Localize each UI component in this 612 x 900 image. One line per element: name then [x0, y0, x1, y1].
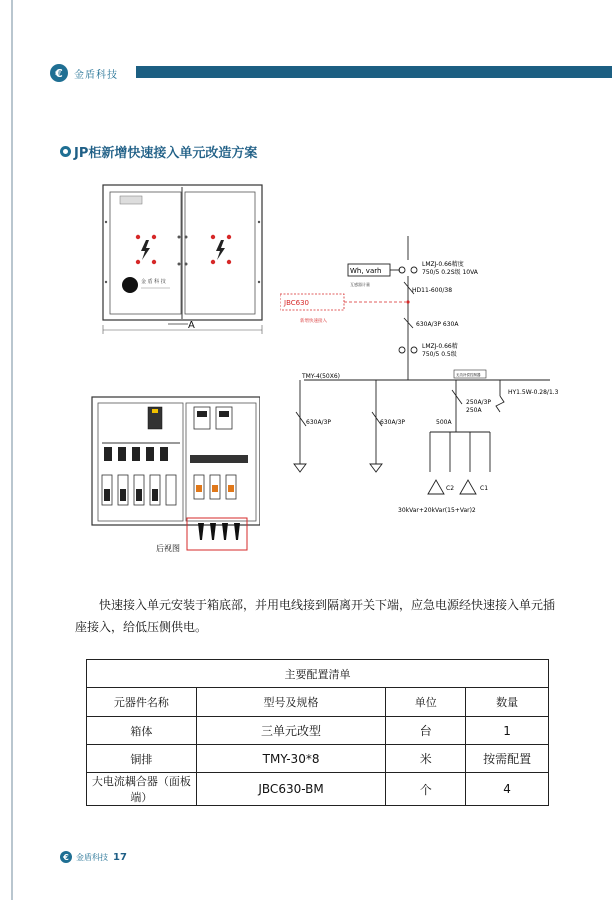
capacitor-c1-label: C1	[480, 485, 489, 492]
switch-label: HD11-600/38	[412, 287, 453, 294]
main-breaker-label: 630A/3P 630A	[416, 321, 459, 328]
connector-note: 新增快速接入	[300, 319, 327, 324]
cabinet-front-view	[100, 182, 265, 337]
ct1-ratio: 750/5 0.2S级 10VA	[422, 269, 478, 276]
brand-logo-icon: €	[50, 64, 68, 82]
left-margin-rule	[11, 0, 13, 900]
cabinet-nameplate: 金 盾 科 技	[141, 279, 166, 285]
col-header-name: 元器件名称	[87, 688, 197, 717]
cell-unit: 米	[386, 745, 466, 773]
feeder2-label: 630A/3P	[380, 419, 406, 426]
cell-name: 大电流耦合器（面板端）	[87, 773, 197, 806]
table-row	[87, 745, 549, 773]
col-header-unit: 单位	[386, 688, 466, 717]
body-paragraph: 快速接入单元安装于箱底部，并用电线接到隔离开关下端，应急电源经快速接入单元插座接入，给低压侧供电。	[75, 598, 556, 634]
ct2-ratio: 750/5 0.5级	[422, 351, 457, 358]
section-marker-label: A	[188, 320, 195, 331]
table-row	[87, 773, 549, 806]
cabinet-logo-icon	[122, 277, 138, 293]
connector-label: JBC630	[284, 299, 309, 307]
page-number: 17	[113, 851, 127, 863]
feeder3-top: 250A/3P	[466, 399, 492, 406]
feeder2-rating: 500A	[436, 419, 452, 426]
footer-label: 金盾科技	[76, 852, 108, 862]
feeder1-label: 630A/3P	[306, 419, 332, 426]
ct1-label: LMZJ-0.66精度	[422, 261, 464, 268]
cell-name: 铜排	[87, 745, 197, 773]
table-title: 主要配置清单	[87, 660, 549, 688]
ct2-label: LMZJ-0.66精	[422, 343, 458, 350]
section-bullet-icon	[60, 146, 71, 157]
cabinet-rear-view	[90, 395, 260, 555]
section-title	[60, 142, 257, 161]
cell-unit: 个	[386, 773, 466, 806]
brand-name: 金盾科技	[74, 69, 118, 81]
meter-label: Wh, varh	[350, 267, 382, 275]
feeder3-bottom: 250A	[466, 407, 482, 414]
cell-qty: 按需配置	[466, 745, 549, 773]
cell-model: 三单元改型	[196, 717, 386, 745]
cell-model: TMY-30*8	[196, 745, 386, 773]
busbar-label: TMY-4(50X6)	[302, 373, 341, 380]
cell-qty: 1	[466, 717, 549, 745]
header-logo	[50, 62, 150, 84]
meter-note: 互感器计量	[350, 282, 370, 287]
section-title-text: JP柜新增快速接入单元改造方案	[74, 146, 258, 161]
arrester-label: HY1.5W-0.28/1.3	[508, 389, 559, 396]
cell-unit: 台	[386, 717, 466, 745]
footer-logo-icon: €	[60, 851, 72, 863]
header-bar	[136, 66, 612, 78]
cell-name: 箱体	[87, 717, 197, 745]
col-header-qty: 数量	[466, 688, 549, 717]
electrical-schematic	[280, 232, 580, 522]
cell-model: JBC630-BM	[196, 773, 386, 806]
rear-view-caption: 后视图	[156, 544, 180, 553]
cell-qty: 4	[466, 773, 549, 806]
capacitor-bank-label: 30kVar+20kVar(15+Var)2	[398, 507, 476, 514]
capacitor-c2-label: C2	[446, 485, 455, 492]
page-footer	[60, 851, 127, 863]
cap-controller-label: 无功补偿控制器	[456, 373, 481, 377]
col-header-model: 型号及规格	[196, 688, 386, 717]
table-row	[87, 717, 549, 745]
config-table	[86, 659, 549, 806]
